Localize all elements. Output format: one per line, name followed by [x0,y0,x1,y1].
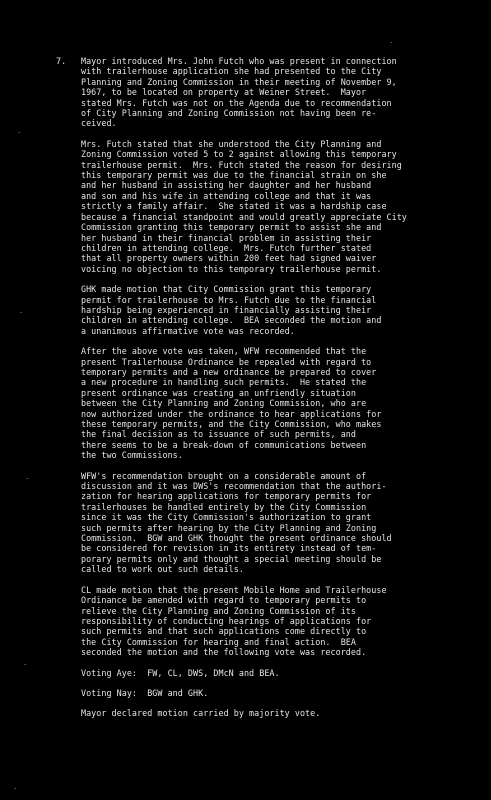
paragraph-wfw-recommendation: After the above vote was taken, WFW recommended that the present Trailerhouse Ordinance be repealed with regard to temporary permits and a new ordinance be prepared to cover a new procedure in handling such permits. He stated the present ordinance was creating an unfriendly situation between the City Planning and Zoning Commission, who are now authorized under the ordinance to hear applications for these temporary permits, and the City Commission, who makes the final decision as to issuance of such permits, and there seems to be a break-down of communications between the two Commissions. [81,346,382,461]
paragraph-ghk-motion: GHK made motion that City Commission grant this temporary permit for trailerhouse to Mrs. Futch due to the financial hardship being experienced in financially assisting their children in attending college. BEA seconded the motion and a unanimous affirmative vote was recorded. [81,284,382,336]
paragraph-cl-motion: CL made motion that the present Mobile Home and Trailerhouse Ordinance be amended with regard to temporary permits to relieve the City Planning and Zoning Commission of its responsibility of conducting hearings of applications for such permits and that such applications come directly to the City Commission for hearing and final action. BEA seconded the motion and the following vote was recorded. [81,584,387,658]
scan-speck: · [390,39,393,47]
paragraph-voting-nay: Voting Nay: BGW and GHK. [81,687,209,698]
paragraph-mayor-declaration: Mayor declared motion carried by majority vote. [81,708,321,719]
scan-speck: · [20,309,23,317]
paragraph-introduction: Mayor introduced Mrs. John Futch who was present in connection with trailerhouse application she had presented to the City Planning and Zoning Commission in their meeting of November 9, 1967, to be located on property at Weiner Street. Mayor stated Mrs. Futch was not on the Agenda due to recommendation of City Planning and Zoning Commission not having been re- ceived. [81,56,397,129]
scan-speck: · [14,785,17,793]
paragraph-futch-statement: Mrs. Futch stated that she understood the City Planning and Zoning Commission voted 5 to 2 against allowing this temporary trailerhouse permit. Mrs. Futch stated the reason for desiring this temporary permit was due to the financial strain on she and her husband in assisting her daughter and her husband and son and his wife in attending college and that it was strictly a family affair. She stated it was a hardship case because a financial standpoint and would greatly appreciate City Commission granting this temporary permit to assist she and her husband in their financial problem in assisting their children in attending college. Mrs. Futch further stated that all property owners within 200 feet had signed waiver voicing no objection to this temporary trailerhouse permit. [81,138,407,274]
scan-speck: · [18,129,21,137]
paragraph-voting-aye: Voting Aye: FW, CL, DWS, DMcN and BEA. [81,667,280,678]
scan-speck: · [24,661,27,669]
scan-speck: · [26,475,29,483]
item-number: 7. [56,56,67,66]
paragraph-discussion: WFW's recommendation brought on a considerable amount of discussion and it was DWS's recommendation that the authori- zation for hearing applications for temporary permits for trailerhouses be handled entirely by the City Commission since it was the City Commission's authorization to grant such permits after hearing by the City Planning and Zoning Commission. BGW and GHK thought the present ordinance should be considered for revision in its entirety instead of tem- porary permits only and thought a special meeting should be called to work out such details. [81,470,392,575]
minutes-item [56,56,476,729]
